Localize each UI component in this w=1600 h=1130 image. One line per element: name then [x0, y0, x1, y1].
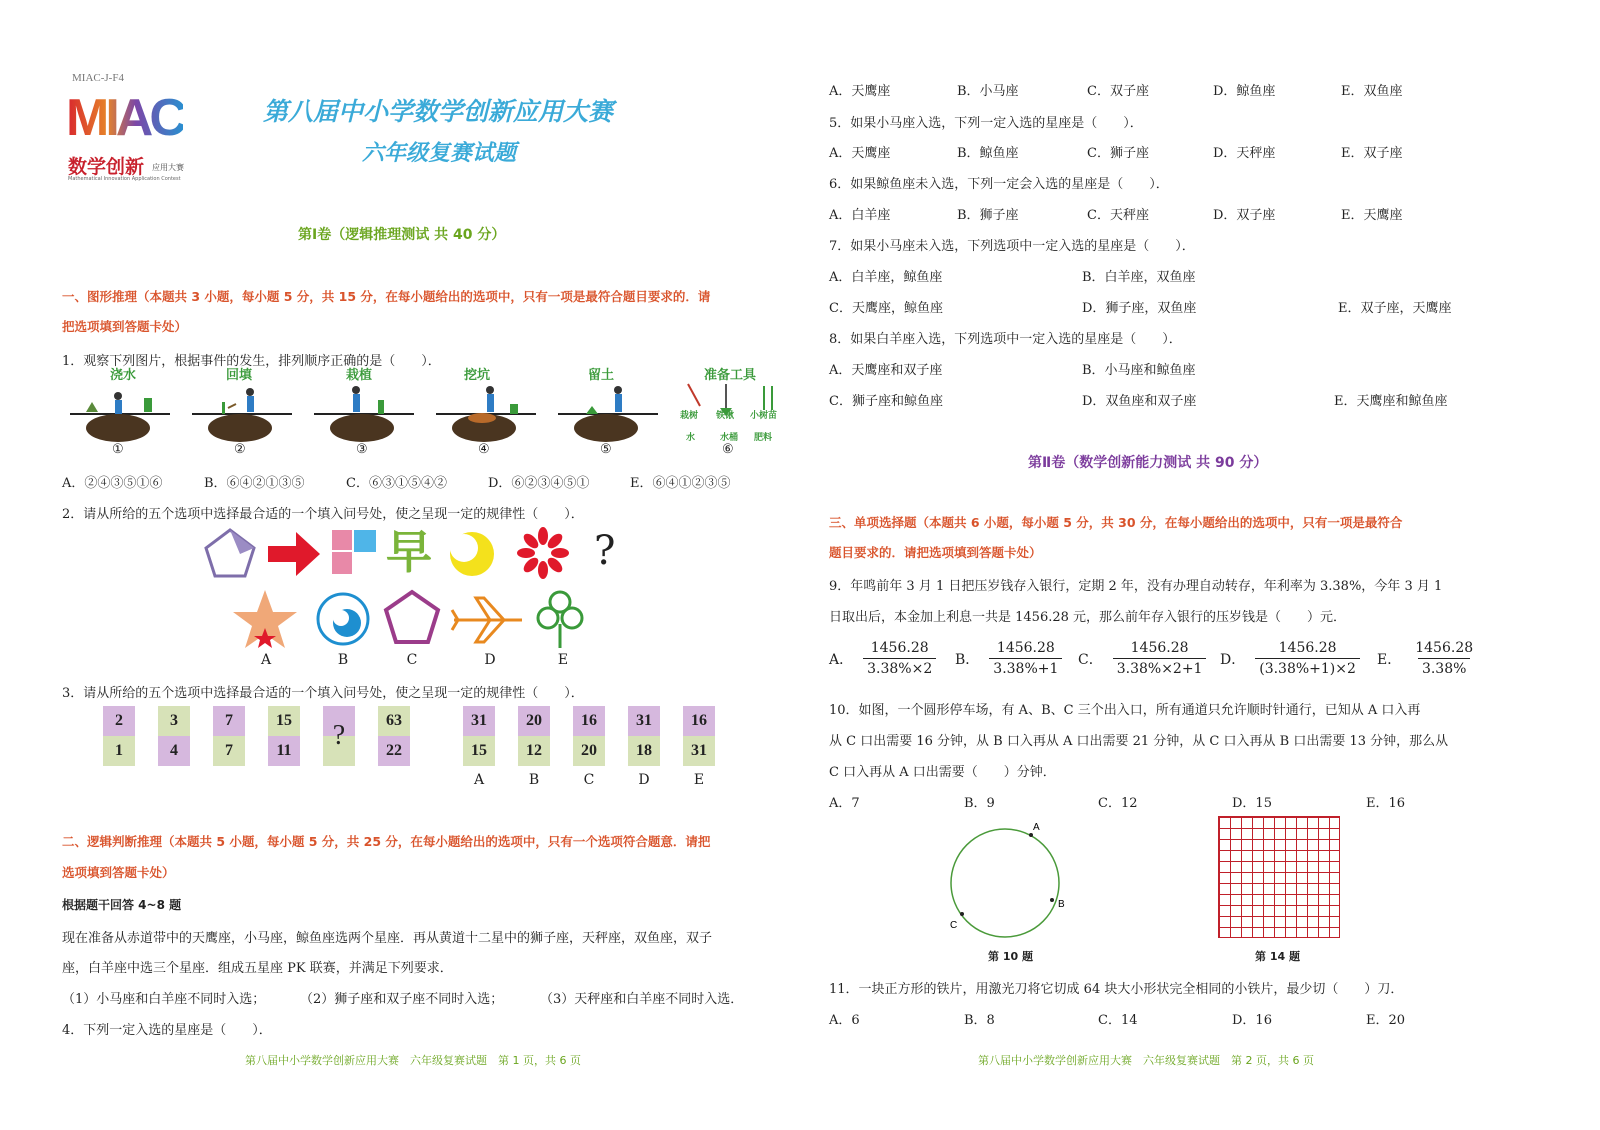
clover-icon [534, 588, 586, 650]
label-a: A [1033, 822, 1040, 833]
q11-option-e: E．20 [1366, 1013, 1406, 1028]
figure-14-grid [1218, 816, 1340, 938]
glyph-icon: 早 [386, 525, 432, 579]
numerator: 1456.28 [1415, 640, 1474, 656]
q3-label-a: A [473, 772, 485, 788]
question-9: 9．年鸣前年 3 月 1 日把压岁钱存入银行，定期 2 年，没有办理自动转存，年利率为 3.38%，今年 3 月 1 [829, 579, 1443, 594]
point-b [1050, 898, 1054, 902]
q4-8-stem-cont: 座，白羊座中选三个星座．组成五星座 PK 联赛，并满足下列要求． [62, 961, 453, 976]
q4-option-b: B．小马座 [957, 84, 1019, 99]
denominator: (3.38%+1)×2 [1255, 658, 1360, 677]
logo-letters: MIAC [66, 89, 183, 147]
option-tile: 12 [518, 736, 550, 766]
q5-option-d: D．天秤座 [1213, 146, 1276, 161]
numerator: 1456.28 [1130, 640, 1189, 656]
q2-label-a: A [260, 652, 272, 668]
page-subtitle: 六年级复赛试题 [362, 140, 517, 166]
q6-option-d: D．双子座 [1213, 208, 1276, 223]
q7-option-b: B．白羊座，双鱼座 [1082, 270, 1196, 285]
q1-panel-2 [192, 362, 302, 462]
q1-option-a: A．②④③⑤①⑥ [62, 476, 163, 491]
q11-option-a: A．6 [829, 1013, 860, 1028]
q2-label-d: D [484, 652, 496, 668]
q7-option-d: D．狮子座，双鱼座 [1082, 301, 1197, 316]
section1-heading: 一、图形推理（本题共 3 小题，每小题 5 分，共 15 分，在每小题给出的选项中，只有一项是最符合题目要求的．请 [62, 289, 711, 304]
page-title: 第八届中小学数学创新应用大赛 [263, 97, 614, 126]
tool-label: 小树苗 [750, 411, 778, 421]
question-1: 1．观察下列图片，根据事件的发生，排列顺序正确的是（ ）． [62, 354, 441, 369]
numerator: 1456.28 [1278, 640, 1337, 656]
option-label: B． [955, 651, 980, 668]
q5-option-c: C．狮子座 [1087, 146, 1149, 161]
option-label: C． [1078, 651, 1103, 668]
airplane-icon [450, 592, 526, 646]
question-10-cont2: C 口入再从 A 口出需要（ ）分钟． [829, 765, 1056, 780]
part1-heading: 第Ⅰ卷（逻辑推理测试 共 40 分） [298, 227, 506, 243]
q3-label-c: C [583, 772, 595, 788]
numerator: 1456.28 [870, 640, 929, 656]
question-3: 3．请从所给的五个选项中选择最合适的一个填入问号处，使之呈现一定的规律性（ ）． [62, 686, 584, 701]
q9-option-a [829, 640, 936, 677]
q11-option-c: C．14 [1098, 1013, 1138, 1028]
tool-label: 栽树 [680, 411, 699, 421]
q1-num: ⑤ [600, 442, 612, 457]
denominator: 3.38%×2+1 [1113, 658, 1207, 677]
q4-8-intro: 根据题干回答 4~8 题 [62, 898, 182, 912]
q10-option-a: A．7 [829, 796, 860, 811]
q3-label-d: D [638, 772, 650, 788]
section1-heading-cont: 把选项填到答题卡处） [62, 319, 188, 334]
q1-num: ① [112, 442, 124, 457]
option-tile: 31 [628, 706, 660, 736]
option-tile: 15 [463, 736, 495, 766]
section3-heading: 三、单项选择题（本题共 6 小题，每小题 5 分，共 30 分，在每小题给出的选项中，只有一项是最符合 [829, 515, 1403, 530]
q7-option-a: A．白羊座，鲸鱼座 [829, 270, 943, 285]
question-11: 11．一块正方形的铁片，用激光刀将它切成 64 块大小形状完全相同的小铁片，最少切（ ）刀． [829, 982, 1404, 997]
q1-option-d: D．⑥②③④⑤① [488, 476, 590, 491]
q11-option-b: B．8 [964, 1013, 995, 1028]
question-2: 2．请从所给的五个选项中选择最合适的一个填入问号处，使之呈现一定的规律性（ ）． [62, 507, 584, 522]
tile: 1 [103, 736, 135, 766]
q1-step-label: 留土 [588, 368, 615, 383]
q9-option-d [1220, 640, 1360, 677]
denominator: 3.38% [1418, 658, 1470, 677]
condition-1: （1）小马座和白羊座不同时入选； [62, 992, 266, 1007]
question-9-cont: 日取出后，本金加上利息一共是 1456.28 元，那么前年存入银行的压岁钱是（ ）元． [829, 610, 1347, 625]
flower-icon [516, 526, 570, 580]
q1-num: ⑥ [722, 442, 734, 457]
option-tile: 31 [683, 736, 715, 766]
q11-option-d: D．16 [1232, 1013, 1272, 1028]
q8-option-d: D．双鱼座和双子座 [1082, 394, 1197, 409]
q6-option-e: E．天鹰座 [1341, 208, 1403, 223]
q7-option-c: C．天鹰座，鲸鱼座 [829, 301, 943, 316]
q5-option-e: E．双子座 [1341, 146, 1403, 161]
q5-option-b: B．鲸鱼座 [957, 146, 1019, 161]
q5-option-a: A．天鹰座 [829, 146, 891, 161]
q2-label-e: E [557, 652, 569, 668]
q1-panel-1 [70, 362, 180, 462]
option-tile: 20 [573, 736, 605, 766]
logo-code: MIAC-J-F4 [72, 72, 124, 84]
q1-num: ④ [478, 442, 490, 457]
q1-num: ② [234, 442, 246, 457]
tile: 15 [268, 706, 300, 736]
planting-scene-icon [70, 378, 180, 448]
pentagon-icon [200, 524, 260, 584]
question-10-cont: 从 C 口出需要 16 分钟，从 B 口入再从 A 口出需要 21 分钟，从 C 口入再从 B 口出需要 13 分钟，那么从 [829, 734, 1449, 749]
option-tile: 31 [463, 706, 495, 736]
q4-option-a: A．天鹰座 [829, 84, 891, 99]
planting-scene-icon [192, 378, 302, 448]
question-10: 10．如图，一个圆形停车场，有 A、B、C 三个出入口，所有通道只允许顺时针通行，已知从 A 口入再 [829, 703, 1421, 718]
denominator: 3.38%+1 [989, 658, 1062, 677]
denominator: 3.38%×2 [863, 658, 936, 677]
tile: 7 [213, 706, 245, 736]
question-mark: ? [332, 720, 346, 751]
tool-label: 水 [686, 433, 696, 443]
q8-option-b: B．小马座和鲸鱼座 [1082, 363, 1196, 378]
tile: 2 [103, 706, 135, 736]
question-8: 8．如果白羊座入选，下列选项中一定入选的星座是（ ）． [829, 332, 1182, 347]
q10-option-c: C．12 [1098, 796, 1138, 811]
q9-option-e [1377, 640, 1477, 677]
question-4: 4．下列一定入选的星座是（ ）． [62, 1023, 272, 1038]
red-arrow-icon [266, 528, 322, 580]
q1-figures [70, 362, 790, 462]
q1-option-b: B．⑥④②①③⑤ [204, 476, 305, 491]
question-mark: ? [594, 528, 616, 574]
option-tile: 20 [518, 706, 550, 736]
q4-option-c: C．双子座 [1087, 84, 1149, 99]
planting-scene-icon [558, 378, 668, 448]
question-7: 7．如果小马座未入选，下列选项中一定入选的星座是（ ）． [829, 239, 1195, 254]
figure-10-circle [945, 818, 1075, 948]
q6-option-a: A．白羊座 [829, 208, 891, 223]
q1-step-label: 准备工具 [704, 368, 757, 383]
tile: 3 [158, 706, 190, 736]
q1-panel-4 [436, 362, 546, 462]
option-tile: 16 [683, 706, 715, 736]
q1-panel-6 [680, 362, 790, 462]
q1-step-label: 挖坑 [464, 368, 491, 383]
q3-label-b: B [528, 772, 540, 788]
planting-scene-icon [314, 378, 424, 448]
crescent-icon [446, 528, 498, 580]
q1-option-c: C．⑥③①⑤④② [346, 476, 447, 491]
page-2 [800, 0, 1600, 1130]
q9-option-c [1078, 640, 1206, 677]
q3-label-e: E [693, 772, 705, 788]
section3-heading-cont: 题目要求的．请把选项填到答题卡处） [829, 545, 1042, 560]
condition-2: （2）狮子座和双子座不同时入选； [300, 992, 504, 1007]
q4-8-stem: 现在准备从赤道带中的天鹰座，小马座，鲸鱼座选两个星座．再从黄道十二星中的狮子座，天秤座，双鱼座，双子 [62, 931, 713, 946]
question-6: 6．如果鲸鱼座未入选，下列一定会入选的星座是（ ）． [829, 177, 1169, 192]
page-footer: 第八届中小学数学创新应用大赛 六年级复赛试题 第 2 页，共 6 页 [978, 1054, 1314, 1067]
page-footer: 第八届中小学数学创新应用大赛 六年级复赛试题 第 1 页，共 6 页 [245, 1054, 581, 1067]
figure-14-caption: 第 14 题 [1255, 950, 1300, 963]
squares-icon [330, 528, 380, 578]
star-icon [230, 588, 300, 650]
q8-option-e: E．天鹰座和鲸鱼座 [1334, 394, 1448, 409]
logo-tagline: Mathematical Innovation Application Contest [68, 176, 181, 182]
q1-step-label: 浇水 [110, 368, 137, 383]
q6-option-c: C．天秤座 [1087, 208, 1149, 223]
question-tile [323, 706, 355, 766]
pentagon-outline-icon [382, 588, 442, 648]
q1-num: ③ [356, 442, 368, 457]
logo [66, 68, 201, 188]
condition-3: （3）天秤座和白羊座不同时入选． [540, 992, 744, 1007]
q4-option-e: E．双鱼座 [1341, 84, 1403, 99]
q10-option-e: E．16 [1366, 796, 1406, 811]
tool-label: 肥料 [754, 433, 773, 443]
tool-label: 水桶 [720, 433, 739, 443]
q8-option-a: A．天鹰座和双子座 [829, 363, 943, 378]
tile: 11 [268, 736, 300, 766]
part2-heading: 第Ⅱ卷（数学创新能力测试 共 90 分） [1028, 455, 1268, 471]
q8-option-c: C．狮子座和鲸鱼座 [829, 394, 943, 409]
numerator: 1456.28 [996, 640, 1055, 656]
q2-label-b: B [337, 652, 349, 668]
q10-option-d: D．15 [1232, 796, 1272, 811]
section2-heading: 二、逻辑判断推理（本题共 5 小题，每小题 5 分，共 25 分，在每小题给出的选项中，只有一个选项符合题意．请把 [62, 834, 711, 849]
section2-heading-cont: 选项填到答题卡处） [62, 865, 175, 880]
point-c [960, 912, 964, 916]
figure-10-caption: 第 10 题 [988, 950, 1033, 963]
option-label: A． [829, 651, 854, 668]
q9-option-b [955, 640, 1062, 677]
label-c: C [950, 920, 958, 931]
point-a [1029, 833, 1033, 837]
tool-label: 铁锹 [716, 411, 735, 421]
q10-option-b: B．9 [964, 796, 995, 811]
planting-scene-icon [436, 378, 546, 448]
option-tile: 18 [628, 736, 660, 766]
logo-cn: 数学创新 [68, 156, 145, 178]
option-label: D． [1220, 651, 1246, 668]
question-5: 5．如果小马座入选，下列一定入选的星座是（ ）． [829, 116, 1143, 131]
option-tile: 16 [573, 706, 605, 736]
tile: 7 [213, 736, 245, 766]
q4-option-d: D．鲸鱼座 [1213, 84, 1276, 99]
circle-track [951, 829, 1059, 937]
circle-ring-icon [314, 590, 372, 648]
q1-step-label: 回填 [226, 368, 253, 383]
q1-step-label: 栽植 [346, 368, 373, 383]
q2-sequence [200, 524, 640, 584]
q1-panel-5 [558, 362, 668, 462]
tile: 22 [378, 736, 410, 766]
q1-panel-3 [314, 362, 424, 462]
tile: 4 [158, 736, 190, 766]
q2-label-c: C [406, 652, 418, 668]
option-label: E． [1377, 651, 1402, 668]
q1-option-e: E．⑥④①②③⑤ [630, 476, 731, 491]
q7-option-e: E．双子座，天鹰座 [1338, 301, 1452, 316]
tile: 63 [378, 706, 410, 736]
logo-cn-small: 应用大赛 [152, 163, 184, 172]
q6-option-b: B．狮子座 [957, 208, 1019, 223]
label-b: B [1058, 899, 1065, 910]
